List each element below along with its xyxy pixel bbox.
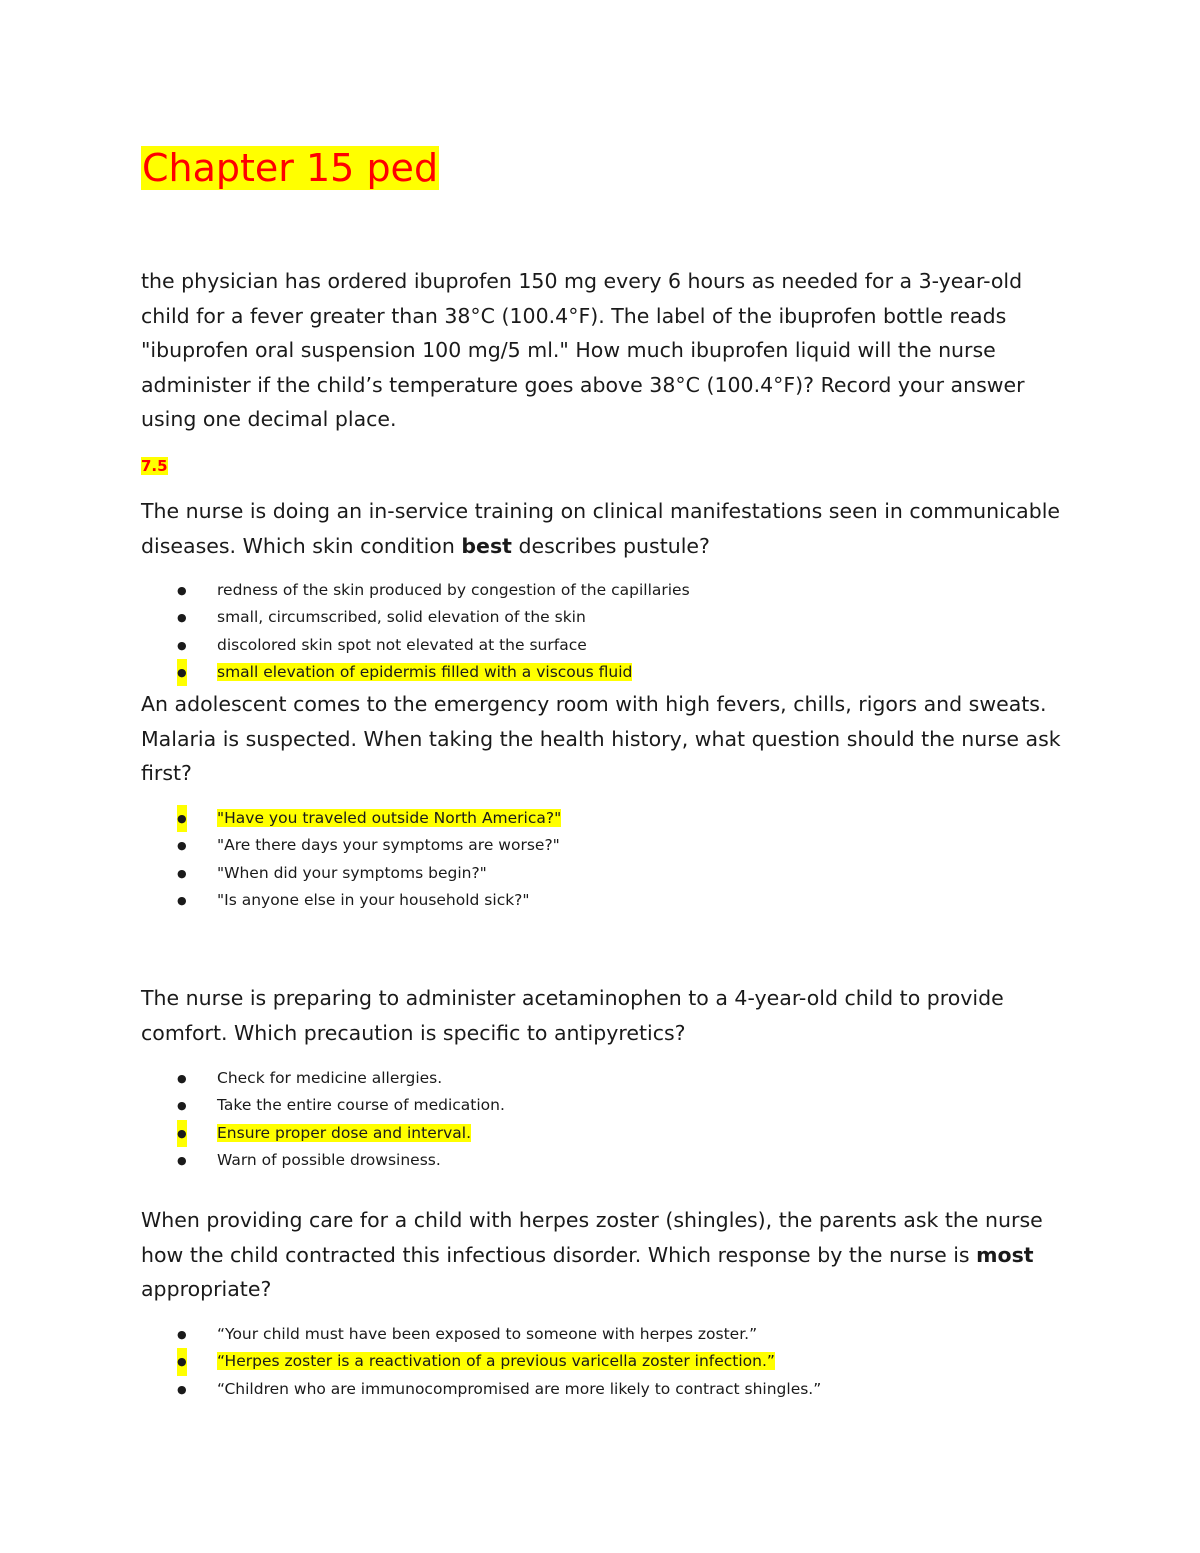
list-item: ● “Your child must have been exposed to someone with herpes zoster.” (141, 1321, 1076, 1348)
list-item-highlighted: ● small elevation of epidermis filled with a viscous fluid (141, 659, 1076, 686)
bullet-icon: ● (177, 638, 187, 652)
bullet-icon: ● (177, 805, 187, 832)
list-item: ● Take the entire course of medication. (141, 1092, 1076, 1119)
page-title: Chapter 15 ped (142, 146, 439, 190)
bullet-icon: ● (177, 866, 187, 880)
bullet-icon: ● (177, 839, 187, 853)
bullet-icon: ● (177, 1348, 187, 1375)
bullet-icon: ● (177, 584, 187, 597)
bullet-icon: ● (177, 1072, 187, 1085)
bullet-icon: ● (177, 611, 187, 625)
bullet-icon: ● (177, 659, 187, 686)
list-item: ● Warn of possible drowsiness. (141, 1147, 1076, 1174)
question-3-text: An adolescent comes to the emergency room with high fevers, chills, rigors and sweats. Malaria is suspected. When taking the health history, what question should the nurse ask first? (141, 692, 1061, 785)
question-1-answer: 7.5 (141, 457, 168, 475)
question-2-options (141, 577, 1076, 686)
list-item: ● small, circumscribed, solid elevation of the skin (141, 604, 1076, 631)
list-item: ● "When did your symptoms begin?" (141, 860, 1076, 887)
question-3-options (141, 805, 1076, 914)
list-item: ● Check for medicine allergies. (141, 1065, 1076, 1092)
list-item-highlighted: ● Ensure proper dose and interval. (141, 1120, 1076, 1147)
bullet-icon: ● (177, 1382, 187, 1396)
question-5-text: When providing care for a child with herpes zoster (shingles), the parents ask the nurse how the child contracted this infectious disorder. Which response by the nurse is most appropriate? (141, 1208, 1043, 1301)
question-1-text: the physician has ordered ibuprofen 150 mg every 6 hours as needed for a 3-year-old child for a fever greater than 38°C (100.4°F). The label of the ibuprofen bottle reads "ibuprofen oral suspension 100 mg/5 ml." How much ibuprofen liquid will the nurse administer if the child’s temperature goes above 38°C (100.4°F)? Record your answer using one decimal place. (141, 269, 1025, 431)
list-item: ● “Children who are immunocompromised are more likely to contract shingles.” (141, 1376, 1076, 1403)
list-item-highlighted: ● “Herpes zoster is a reactivation of a previous varicella zoster infection.” (141, 1348, 1076, 1375)
bullet-icon: ● (177, 1120, 187, 1147)
question-2-text: The nurse is doing an in-service training on clinical manifestations seen in communicable diseases. Which skin condition best describes pustule? (141, 499, 1061, 558)
bullet-icon: ● (177, 1328, 187, 1341)
list-item: ● discolored skin spot not elevated at the surface (141, 632, 1076, 659)
bullet-icon: ● (177, 893, 187, 907)
list-item-highlighted: ● "Have you traveled outside North America?" (141, 805, 1076, 832)
question-5-options (141, 1321, 1076, 1403)
list-item: ● "Are there days your symptoms are worse?" (141, 832, 1076, 859)
question-4-options (141, 1065, 1076, 1174)
list-item: ● redness of the skin produced by congestion of the capillaries (141, 577, 1076, 604)
question-4-text: The nurse is preparing to administer acetaminophen to a 4-year-old child to provide comfort. Which precaution is specific to antipyretics? (141, 986, 1004, 1045)
list-item: ● "Is anyone else in your household sick?" (141, 887, 1076, 914)
bullet-icon: ● (177, 1153, 187, 1167)
bullet-icon: ● (177, 1099, 187, 1113)
